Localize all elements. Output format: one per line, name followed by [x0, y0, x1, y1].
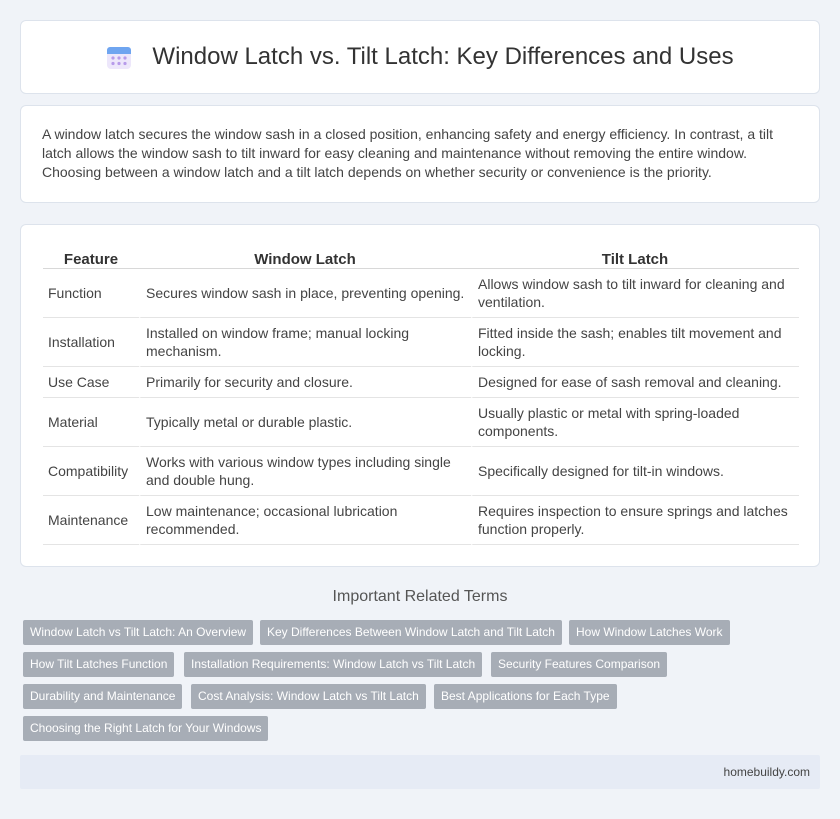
row-feature: Maintenance [43, 496, 139, 545]
row-window-latch: Works with various window types including single and double hung. [139, 447, 471, 496]
row-tilt-latch: Usually plastic or metal with spring-loaded components. [471, 398, 799, 447]
related-terms-title: Important Related Terms [332, 588, 508, 605]
table-row [43, 447, 799, 496]
related-tag[interactable]: Key Differences Between Window Latch and Tilt Latch [260, 620, 562, 645]
related-tag[interactable]: How Window Latches Work [569, 620, 730, 645]
row-window-latch: Low maintenance; occasional lubrication recommended. [139, 496, 471, 545]
row-feature: Compatibility [43, 447, 139, 496]
header-tilt-latch: Tilt Latch [471, 247, 799, 269]
calendar-icon [106, 44, 132, 70]
related-tag[interactable]: Choosing the Right Latch for Your Windows [23, 716, 268, 741]
related-tag[interactable]: Cost Analysis: Window Latch vs Tilt Latch [191, 684, 426, 709]
table-row [43, 269, 799, 318]
table-row [43, 398, 799, 447]
footer-site[interactable]: homebuildy.com [723, 765, 810, 779]
row-window-latch: Typically metal or durable plastic. [139, 398, 471, 447]
comparison-table [43, 247, 799, 545]
table-row [43, 318, 799, 367]
table-row [43, 367, 799, 398]
row-feature: Installation [43, 318, 139, 367]
header-card [20, 20, 820, 94]
related-tag[interactable]: Durability and Maintenance [23, 684, 182, 709]
row-window-latch: Installed on window frame; manual locking mechanism. [139, 318, 471, 367]
intro-text: A window latch secures the window sash in a closed position, enhancing safety and energy efficiency. In contrast, a tilt latch allows the window sash to tilt inward for easy cleaning and maintenance without removing the entire window. Choosing between a window latch and a tilt latch depends on whether security or convenience is the priority. [42, 126, 774, 180]
intro-card [20, 105, 820, 203]
comparison-card [20, 224, 820, 567]
related-tag[interactable]: Window Latch vs Tilt Latch: An Overview [23, 620, 253, 645]
row-tilt-latch: Designed for ease of sash removal and cleaning. [471, 367, 799, 398]
row-window-latch: Primarily for security and closure. [139, 367, 471, 398]
related-tag[interactable]: Best Applications for Each Type [434, 684, 617, 709]
related-tag[interactable]: Installation Requirements: Window Latch vs Tilt Latch [184, 652, 482, 677]
row-feature: Material [43, 398, 139, 447]
page-title: Window Latch vs. Tilt Latch: Key Differences and Uses [152, 43, 734, 70]
header-feature: Feature [43, 247, 139, 269]
row-tilt-latch: Specifically designed for tilt-in windows. [471, 447, 799, 496]
table-row [43, 496, 799, 545]
row-tilt-latch: Allows window sash to tilt inward for cleaning and ventilation. [471, 269, 799, 318]
row-window-latch: Secures window sash in place, preventing opening. [139, 269, 471, 318]
table-header-row [43, 247, 799, 269]
related-tag[interactable]: How Tilt Latches Function [23, 652, 174, 677]
header-window-latch: Window Latch [139, 247, 471, 269]
related-tag[interactable]: Security Features Comparison [491, 652, 667, 677]
row-tilt-latch: Requires inspection to ensure springs and latches function properly. [471, 496, 799, 545]
row-tilt-latch: Fitted inside the sash; enables tilt movement and locking. [471, 318, 799, 367]
row-feature: Function [43, 269, 139, 318]
row-feature: Use Case [43, 367, 139, 398]
footer [20, 755, 820, 789]
